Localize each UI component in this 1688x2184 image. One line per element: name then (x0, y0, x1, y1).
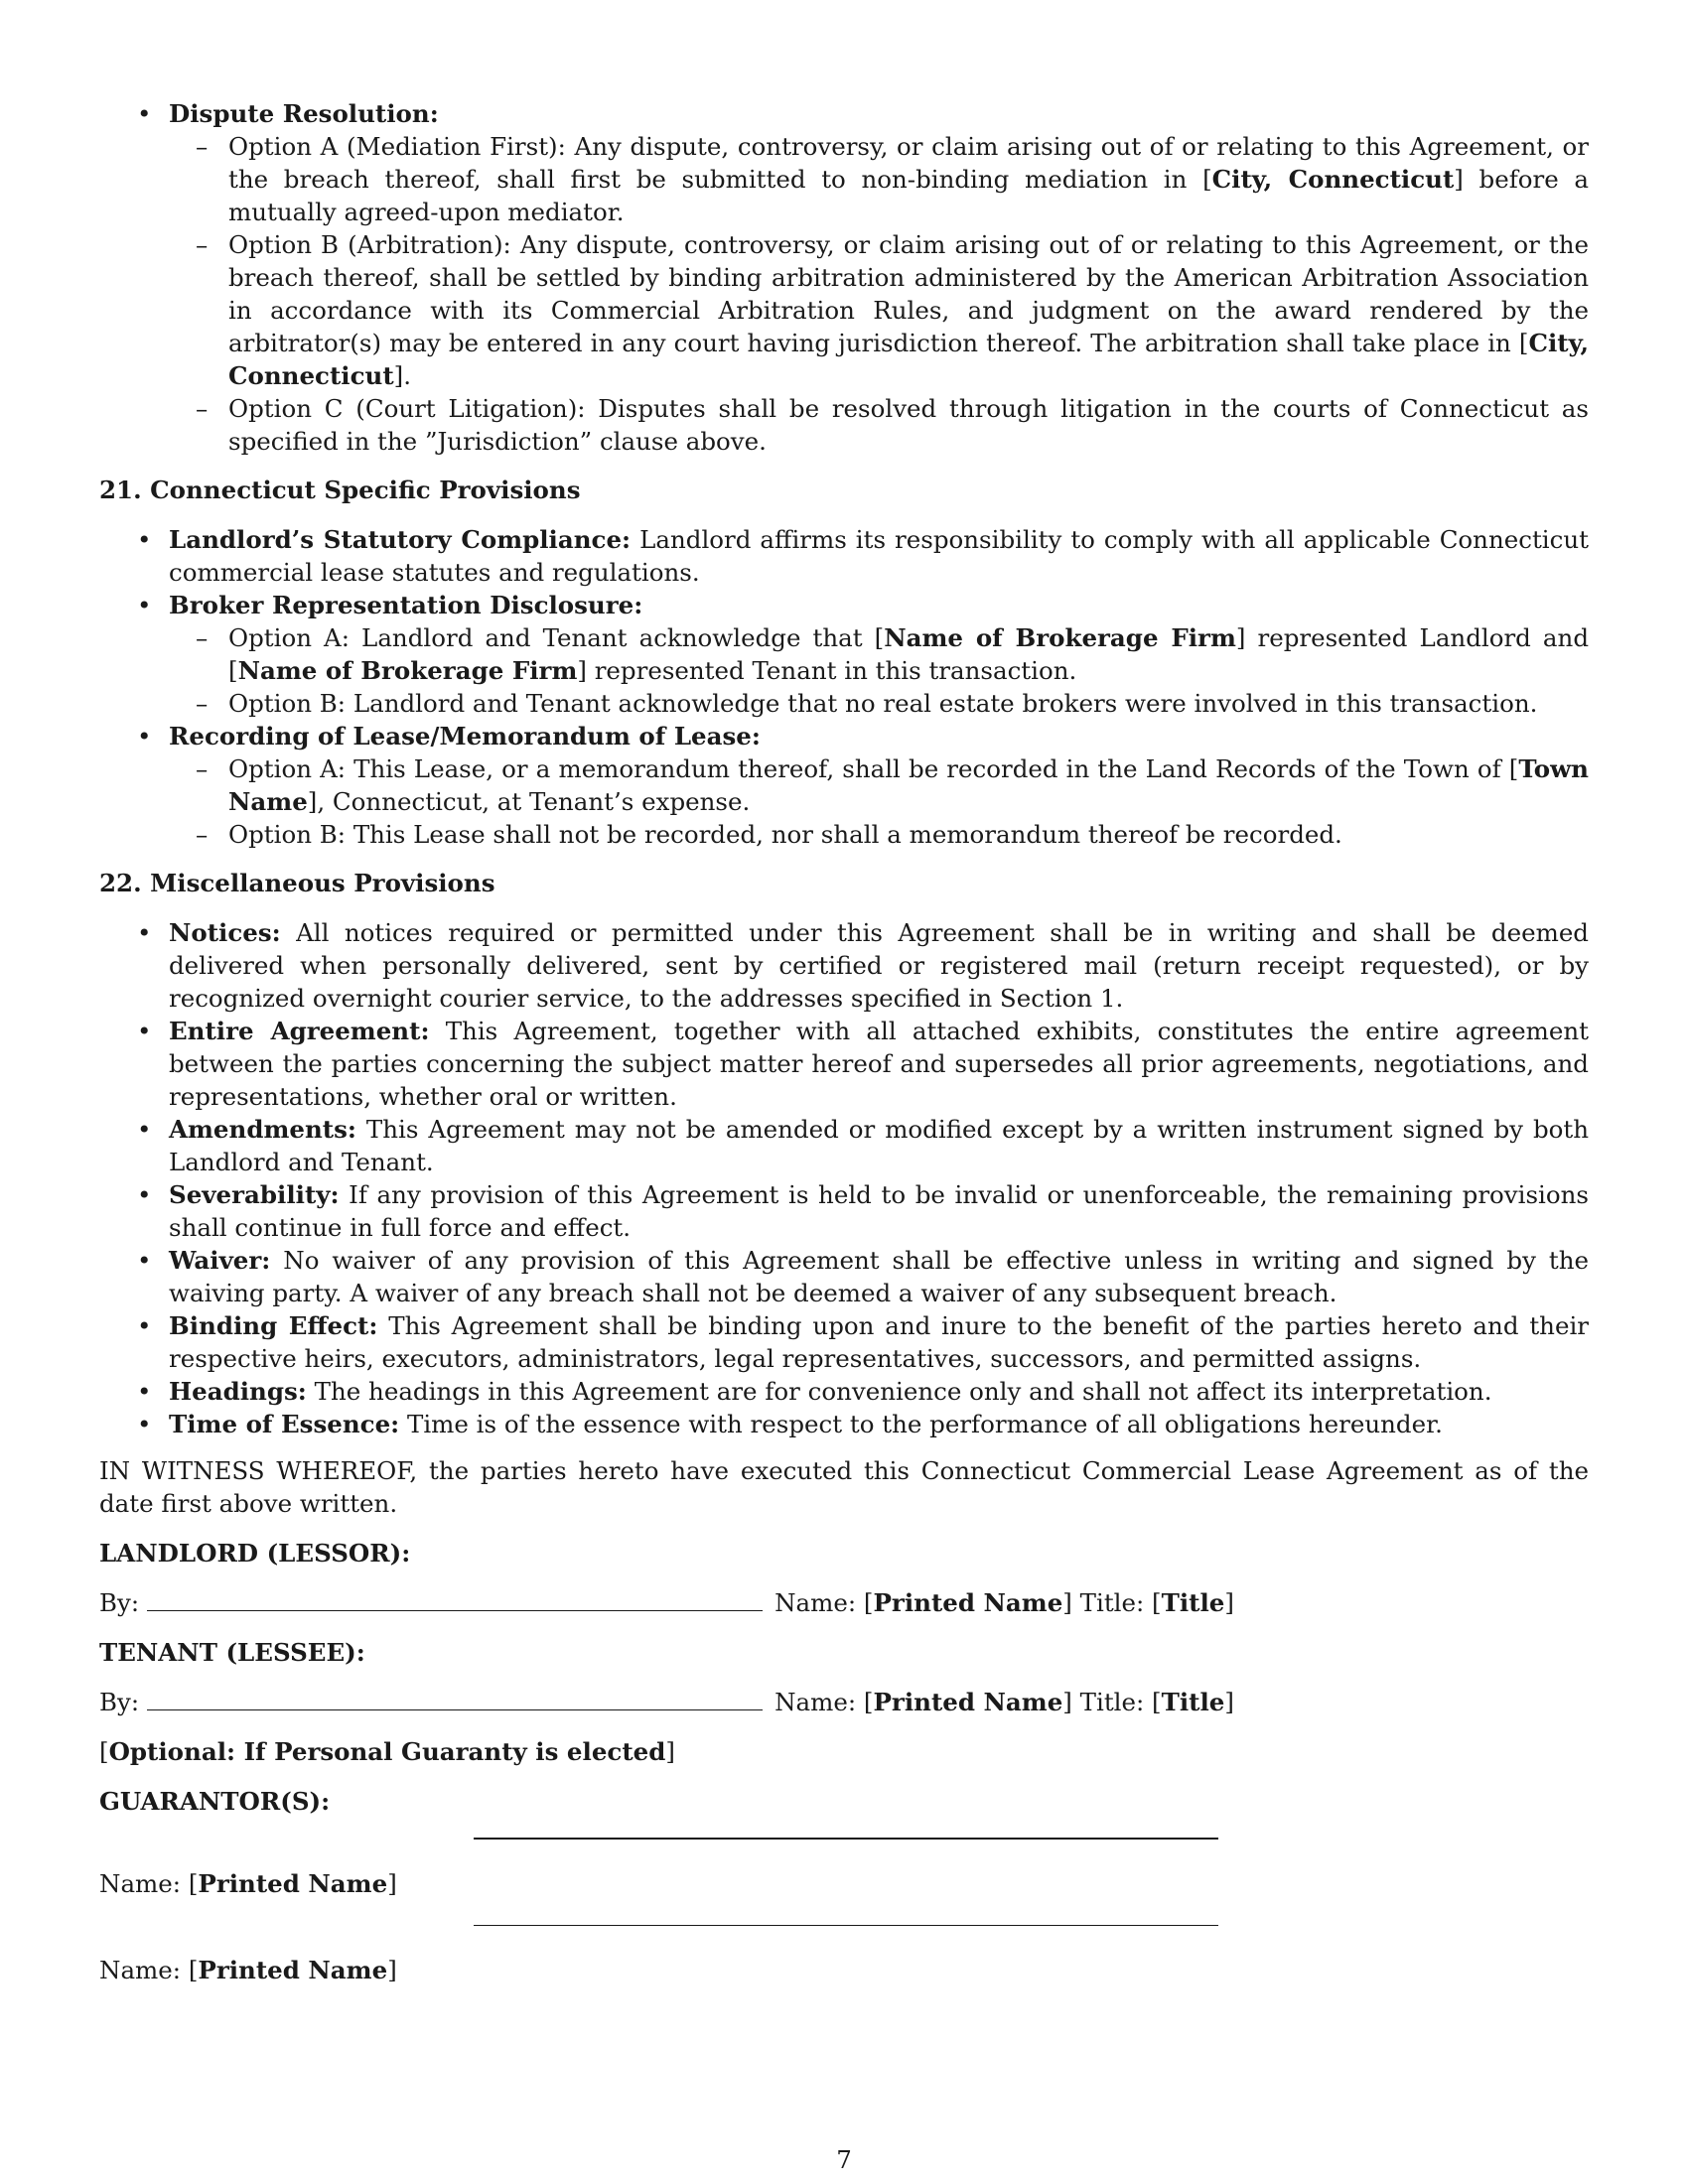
guarantor-signature-line-2[interactable] (474, 1925, 1218, 1926)
dispute-option-c: – Option C (Court Litigation): Disputes shall be resolved through litigation in the courts of Connecticut as specified in the ”Jurisdiction” clause above. (99, 392, 1589, 458)
recording-item: • Recording of Lease/Memorandum of Lease: (99, 720, 1589, 752)
recording-option-b: – Option B: This Lease shall not be recorded, nor shall a memorandum thereof be recorded. (99, 818, 1589, 851)
misc-item: • Waiver: No waiver of any provision of this Agreement shall be effective unless in writing and signed by the waiving party. A waiver of any breach shall not be deemed a waiver of any subsequent breach. (99, 1244, 1589, 1309)
broker-disclosure-item: • Broker Representation Disclosure: (99, 589, 1589, 621)
broker-option-a: – Option A: Landlord and Tenant acknowledge that [Name of Brokerage Firm] represented Landlord and [Name of Brokerage Firm] represented Tenant in this transaction. (99, 621, 1589, 687)
broker-option-b: – Option B: Landlord and Tenant acknowledge that no real estate brokers were involved in this transaction. (99, 687, 1589, 720)
misc-item: • Time of Essence: Time is of the essence with respect to the performance of all obligations hereunder. (99, 1408, 1589, 1440)
dispute-option-a: – Option A (Mediation First): Any dispute, controversy, or claim arising out of or relating to this Agreement, or the breach thereof, shall first be submitted to non-binding mediation in [City, Connecticut] before a mutually agreed-upon mediator. (99, 130, 1589, 228)
misc-item: • Headings: The headings in this Agreement are for convenience only and shall not affect its interpretation. (99, 1375, 1589, 1408)
statutory-compliance-item: • Landlord’s Statutory Compliance: Landlord affirms its responsibility to comply with all applicable Connecticut commercial lease statutes and regulations. (99, 523, 1589, 589)
dispute-option-b: – Option B (Arbitration): Any dispute, controversy, or claim arising out of or relating to this Agreement, or the breach thereof, shall be settled by binding arbitration administered by the American Arbitration Association in accordance with its Commercial Arbitration Rules, and judgment on the award rendered by the arbitrator(s) may be entered in any court having jurisdiction thereof. The arbitration shall take place in [City, Connecticut]. (99, 228, 1589, 392)
misc-item: • Severability: If any provision of this Agreement is held to be invalid or unenforceable, the remaining provisions shall continue in full force and effect. (99, 1178, 1589, 1244)
optional-guaranty-note: [Optional: If Personal Guaranty is elected] (99, 1737, 675, 1766)
tenant-heading: TENANT (LESSEE): (99, 1638, 365, 1667)
tenant-signature-row: By: Name: [Printed Name] Title: [Title] (99, 1688, 1234, 1716)
misc-item: • Binding Effect: This Agreement shall be binding upon and inure to the benefit of the parties hereto and their respective heirs, executors, administrators, legal representatives, successors, and permitted assigns. (99, 1309, 1589, 1375)
guarantor-name-1: Name: [Printed Name] (99, 1869, 397, 1898)
tenant-signature-line[interactable] (147, 1688, 763, 1710)
misc-item: • Entire Agreement: This Agreement, together with all attached exhibits, constitutes the entire agreement between the parties concerning the subject matter hereof and supersedes all prior agreements, negotiations, and representations, whether oral or written. (99, 1015, 1589, 1113)
dispute-resolution-item (99, 97, 1589, 130)
document-page (99, 97, 1589, 1986)
landlord-signature-row: By: Name: [Printed Name] Title: [Title] (99, 1588, 1234, 1617)
recording-option-a: – Option A: This Lease, or a memorandum thereof, shall be recorded in the Land Records of the Town of [Town Name], Connecticut, at Tenant’s expense. (99, 752, 1589, 818)
misc-item: • Amendments: This Agreement may not be amended or modified except by a written instrument signed by both Landlord and Tenant. (99, 1113, 1589, 1178)
guarantor-signature-line-1[interactable] (474, 1838, 1218, 1840)
page-number: 7 (836, 2145, 852, 2174)
guarantor-heading: GUARANTOR(S): (99, 1787, 331, 1816)
landlord-heading: LANDLORD (LESSOR): (99, 1539, 411, 1568)
guarantor-name-2: Name: [Printed Name] (99, 1956, 397, 1984)
misc-item: • Notices: All notices required or permitted under this Agreement shall be in writing and shall be deemed delivered when personally delivered, sent by certified or registered mail (return receipt requested), or by recognized overnight courier service, to the addresses specified in Section 1. (99, 916, 1589, 1015)
section-21-heading: 21. Connecticut Specific Provisions (99, 476, 581, 504)
section-22-heading: 22. Miscellaneous Provisions (99, 869, 495, 897)
witness-paragraph: IN WITNESS WHEREOF, the parties hereto have executed this Connecticut Commercial Lease Agreement as of the date first above written. (99, 1456, 1589, 1518)
landlord-signature-line[interactable] (147, 1588, 763, 1611)
dispute-resolution-label: Dispute Resolution: (169, 99, 439, 128)
